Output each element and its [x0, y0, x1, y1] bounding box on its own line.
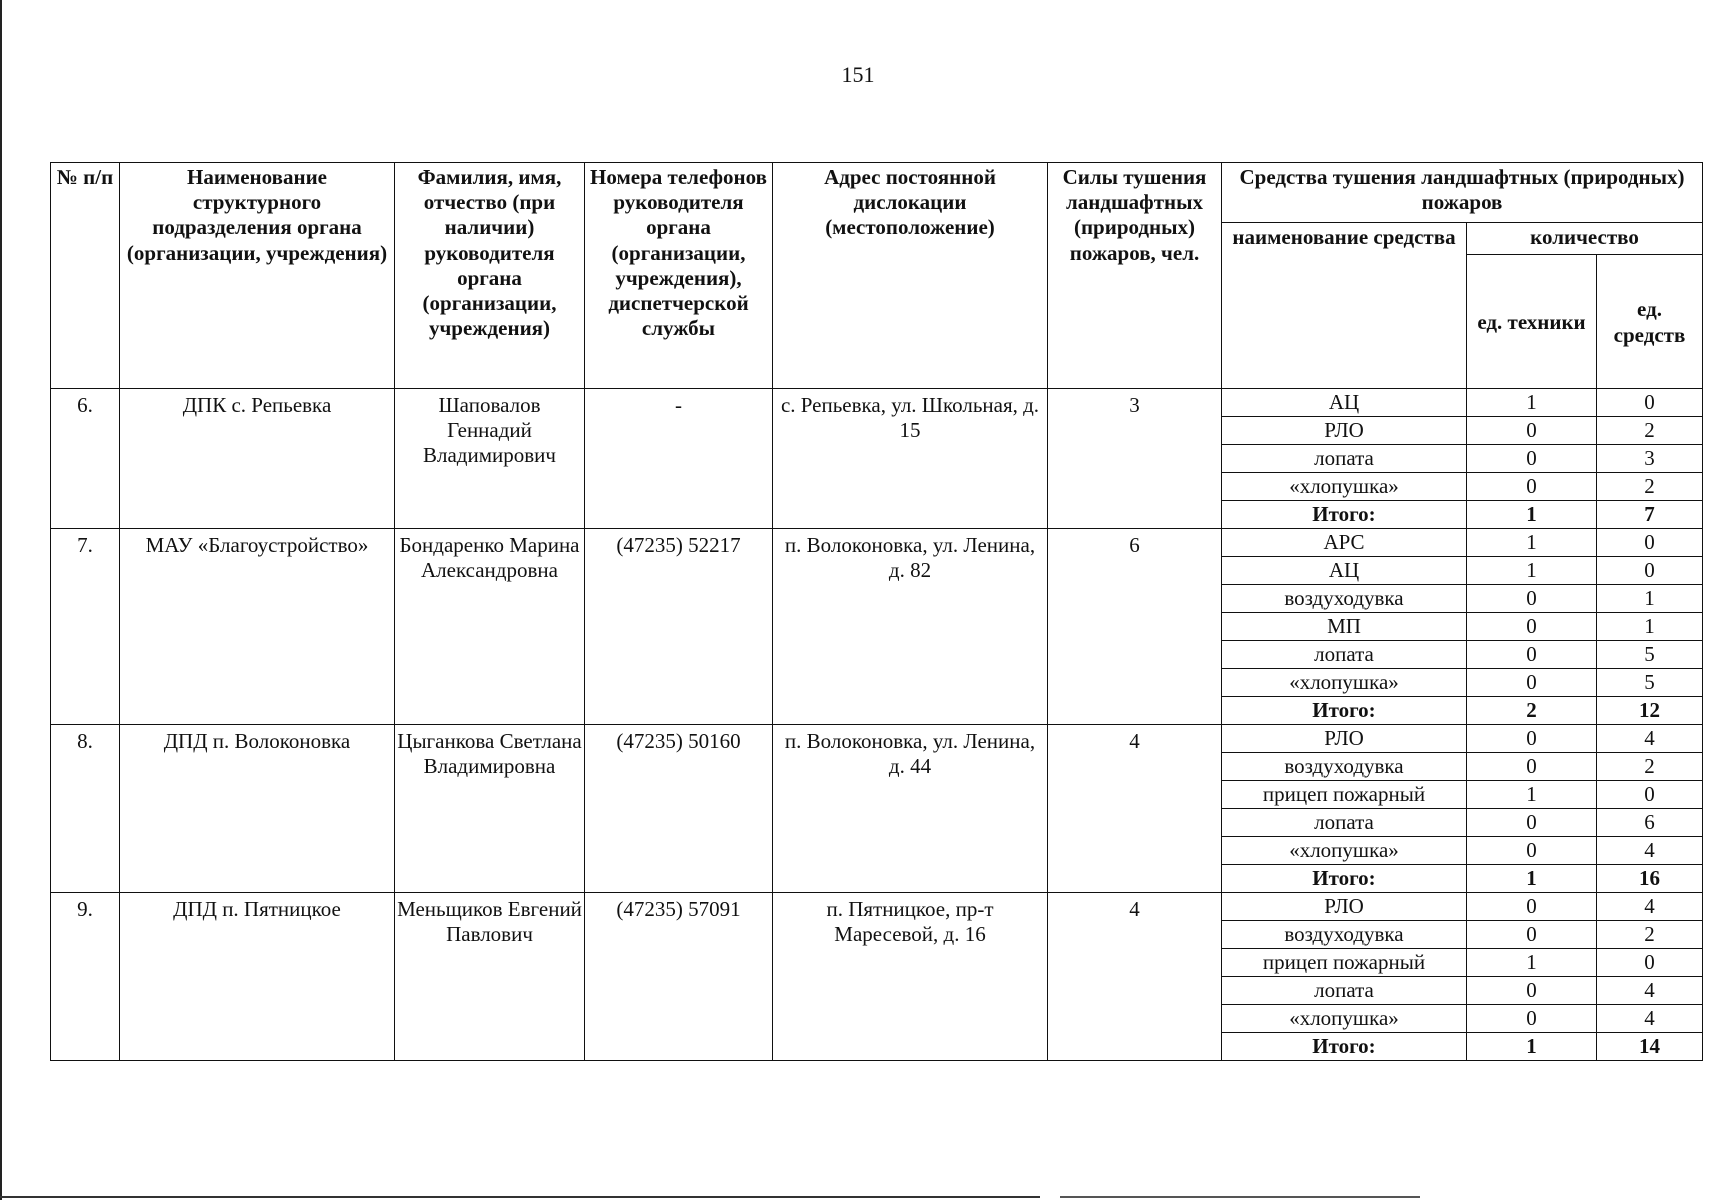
equipment-name-cell: прицеп пожарный	[1222, 949, 1467, 977]
equipment-row	[51, 725, 1703, 753]
tools-count-cell: 4	[1597, 1005, 1703, 1033]
forces-count-cell: 4	[1048, 893, 1222, 1061]
machinery-count-cell: 0	[1467, 473, 1597, 501]
equipment-name-cell: Итого:	[1222, 501, 1467, 529]
forces-count-cell: 4	[1048, 725, 1222, 893]
tools-count-cell: 6	[1597, 809, 1703, 837]
header-address: Адрес постоянной дислокации (местоположение)	[773, 163, 1048, 389]
equipment-name-cell: Итого:	[1222, 697, 1467, 725]
equipment-name-cell: лопата	[1222, 977, 1467, 1005]
address-cell: п. Волоконовка, ул. Ленина, д. 82	[773, 529, 1048, 725]
header-quantity: количество	[1467, 223, 1703, 255]
equipment-name-cell: «хлопушка»	[1222, 473, 1467, 501]
forces-count-cell: 6	[1048, 529, 1222, 725]
tools-count-cell: 12	[1597, 697, 1703, 725]
equipment-name-cell: лопата	[1222, 809, 1467, 837]
unit-name-cell: МАУ «Благоустройство»	[120, 529, 395, 725]
entry-number-cell: 9.	[51, 893, 120, 1061]
tools-count-cell: 0	[1597, 557, 1703, 585]
header-phones: Номера телефонов руководителя органа (организации, учреждения), диспетчерской службы	[585, 163, 773, 389]
machinery-count-cell: 1	[1467, 1033, 1597, 1061]
equipment-row	[51, 893, 1703, 921]
equipment-name-cell: «хлопушка»	[1222, 1005, 1467, 1033]
footer-scan-line	[0, 1196, 1040, 1198]
phone-cell: -	[585, 389, 773, 529]
equipment-name-cell: Итого:	[1222, 865, 1467, 893]
equipment-name-cell: воздуходувка	[1222, 921, 1467, 949]
tools-count-cell: 7	[1597, 501, 1703, 529]
equipment-name-cell: АРС	[1222, 529, 1467, 557]
tools-count-cell: 1	[1597, 585, 1703, 613]
machinery-count-cell: 1	[1467, 389, 1597, 417]
tools-count-cell: 14	[1597, 1033, 1703, 1061]
tools-count-cell: 2	[1597, 417, 1703, 445]
equipment-name-cell: Итого:	[1222, 1033, 1467, 1061]
address-cell: п. Пятницкое, пр-т Маресевой, д. 16	[773, 893, 1048, 1061]
machinery-count-cell: 1	[1467, 865, 1597, 893]
machinery-count-cell: 1	[1467, 501, 1597, 529]
machinery-count-cell: 0	[1467, 837, 1597, 865]
machinery-count-cell: 1	[1467, 781, 1597, 809]
phone-cell: (47235) 52217	[585, 529, 773, 725]
equipment-name-cell: РЛО	[1222, 417, 1467, 445]
tools-count-cell: 5	[1597, 669, 1703, 697]
equipment-name-cell: лопата	[1222, 641, 1467, 669]
machinery-count-cell: 0	[1467, 977, 1597, 1005]
header-head: Фамилия, имя, отчество (при наличии) руководителя органа (организации, учреждения)	[395, 163, 585, 389]
phone-cell: (47235) 57091	[585, 893, 773, 1061]
machinery-count-cell: 0	[1467, 809, 1597, 837]
tools-count-cell: 4	[1597, 893, 1703, 921]
equipment-name-cell: АЦ	[1222, 557, 1467, 585]
head-name-cell: Меньщиков Евгений Павлович	[395, 893, 585, 1061]
tools-count-cell: 0	[1597, 949, 1703, 977]
machinery-count-cell: 0	[1467, 1005, 1597, 1033]
tools-count-cell: 4	[1597, 977, 1703, 1005]
equipment-name-cell: лопата	[1222, 445, 1467, 473]
tools-count-cell: 4	[1597, 725, 1703, 753]
equipment-name-cell: прицеп пожарный	[1222, 781, 1467, 809]
address-cell: п. Волоконовка, ул. Ленина, д. 44	[773, 725, 1048, 893]
tools-count-cell: 16	[1597, 865, 1703, 893]
header-unit: Наименование структурного подразделения органа (организации, учреждения)	[120, 163, 395, 389]
header-forces: Силы тушения ландшафтных (природных) пожаров, чел.	[1048, 163, 1222, 389]
forces-count-cell: 3	[1048, 389, 1222, 529]
tools-count-cell: 2	[1597, 473, 1703, 501]
header-means-name: наименование средства	[1222, 223, 1467, 389]
equipment-name-cell: «хлопушка»	[1222, 837, 1467, 865]
machinery-count-cell: 1	[1467, 949, 1597, 977]
machinery-count-cell: 0	[1467, 669, 1597, 697]
header-num: № п/п	[51, 163, 120, 389]
tools-count-cell: 2	[1597, 753, 1703, 781]
equipment-name-cell: АЦ	[1222, 389, 1467, 417]
header-units-tools: ед. средств	[1597, 255, 1703, 389]
machinery-count-cell: 2	[1467, 697, 1597, 725]
entry-number-cell: 6.	[51, 389, 120, 529]
entry-number-cell: 7.	[51, 529, 120, 725]
head-name-cell: Шаповалов Геннадий Владимирович	[395, 389, 585, 529]
equipment-name-cell: воздуходувка	[1222, 753, 1467, 781]
unit-name-cell: ДПД п. Пятницкое	[120, 893, 395, 1061]
equipment-row	[51, 389, 1703, 417]
head-name-cell: Цыганкова Светлана Владимировна	[395, 725, 585, 893]
equipment-name-cell: РЛО	[1222, 893, 1467, 921]
equipment-name-cell: воздуходувка	[1222, 585, 1467, 613]
page-number: 151	[841, 62, 875, 87]
machinery-count-cell: 0	[1467, 753, 1597, 781]
machinery-count-cell: 0	[1467, 725, 1597, 753]
table-header	[51, 163, 1703, 389]
machinery-count-cell: 0	[1467, 921, 1597, 949]
unit-name-cell: ДПД п. Волоконовка	[120, 725, 395, 893]
machinery-count-cell: 0	[1467, 445, 1597, 473]
phone-cell: (47235) 50160	[585, 725, 773, 893]
footer-scan-line-right	[1060, 1196, 1420, 1198]
tools-count-cell: 1	[1597, 613, 1703, 641]
tools-count-cell: 3	[1597, 445, 1703, 473]
unit-name-cell: ДПК с. Репьевка	[120, 389, 395, 529]
machinery-count-cell: 1	[1467, 557, 1597, 585]
entry-number-cell: 8.	[51, 725, 120, 893]
tools-count-cell: 0	[1597, 389, 1703, 417]
machinery-count-cell: 0	[1467, 585, 1597, 613]
tools-count-cell: 5	[1597, 641, 1703, 669]
tools-count-cell: 2	[1597, 921, 1703, 949]
equipment-name-cell: «хлопушка»	[1222, 669, 1467, 697]
table-body	[51, 389, 1703, 1061]
equipment-name-cell: МП	[1222, 613, 1467, 641]
header-units-machinery: ед. техники	[1467, 255, 1597, 389]
fire-forces-table	[50, 162, 1703, 1061]
tools-count-cell: 0	[1597, 529, 1703, 557]
head-name-cell: Бондаренко Марина Александровна	[395, 529, 585, 725]
machinery-count-cell: 0	[1467, 641, 1597, 669]
machinery-count-cell: 0	[1467, 613, 1597, 641]
machinery-count-cell: 0	[1467, 893, 1597, 921]
equipment-name-cell: РЛО	[1222, 725, 1467, 753]
machinery-count-cell: 0	[1467, 417, 1597, 445]
header-means: Средства тушения ландшафтных (природных) пожаров	[1222, 163, 1703, 223]
tools-count-cell: 0	[1597, 781, 1703, 809]
tools-count-cell: 4	[1597, 837, 1703, 865]
equipment-row	[51, 529, 1703, 557]
address-cell: с. Репьевка, ул. Школьная, д. 15	[773, 389, 1048, 529]
page-frame-left-edge	[0, 0, 2, 1200]
machinery-count-cell: 1	[1467, 529, 1597, 557]
